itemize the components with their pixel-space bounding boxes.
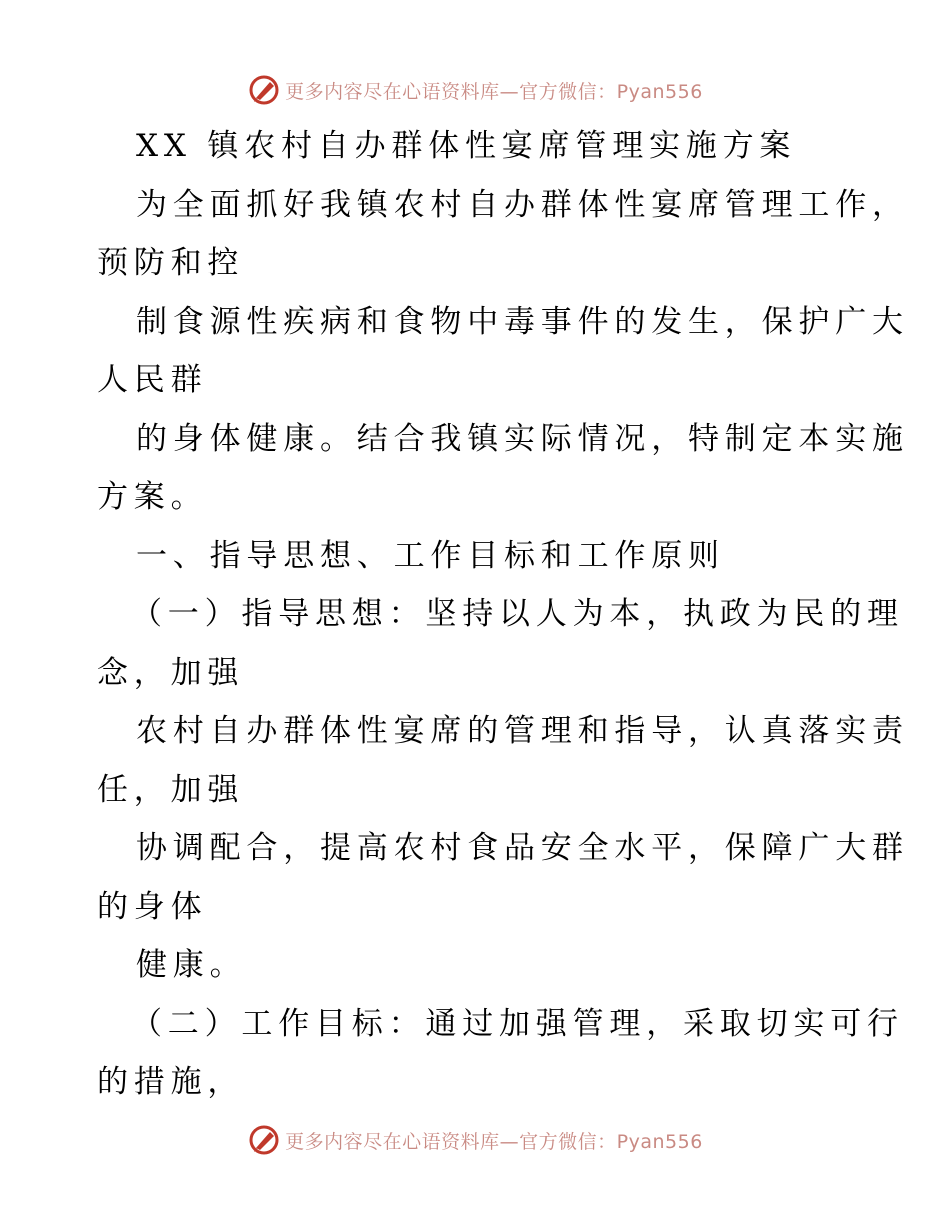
text-line: 的身体 — [97, 889, 208, 925]
header-banner — [0, 70, 950, 110]
subsection-heading: （一）指导思想：坚持以人为本，执政为民的理 — [131, 596, 904, 632]
text-line: 农村自办群体性宴席的管理和指导，认真落实责 — [136, 713, 909, 749]
text-line: 为全面抓好我镇农村自办群体性宴席管理工作， — [136, 187, 909, 223]
text-line: 人民群 — [97, 362, 208, 398]
wechat-id: Pyan556 — [616, 1130, 703, 1153]
subsection-heading: （二）工作目标：通过加强管理，采取切实可行 — [131, 1006, 904, 1042]
text-line: 健康。 — [136, 947, 247, 983]
pen-logo-icon — [247, 73, 281, 107]
text-line: 协调配合，提高农村食品安全水平，保障广大群 — [136, 830, 909, 866]
section-heading: 一、指导思想、工作目标和工作原则 — [136, 538, 725, 574]
text-line: 念，加强 — [97, 655, 245, 691]
text-line: 方案。 — [97, 479, 208, 515]
text-line: 任，加强 — [97, 772, 245, 808]
banner-text: 更多内容尽在心语资料库—官方微信：Pyan556 — [285, 80, 703, 103]
footer-banner — [0, 1120, 950, 1160]
text-line: 的身体健康。结合我镇实际情况，特制定本实施 — [136, 421, 909, 457]
pen-logo-icon — [247, 1123, 281, 1157]
wechat-id: Pyan556 — [616, 80, 703, 103]
text-line: 的措施， — [97, 1064, 245, 1100]
text-line: 制食源性疾病和食物中毒事件的发生，保护广大 — [136, 304, 909, 340]
document-title: XX 镇农村自办群体性宴席管理实施方案 — [136, 128, 797, 164]
banner-text: 更多内容尽在心语资料库—官方微信：Pyan556 — [285, 1130, 703, 1153]
text-line: 预防和控 — [97, 245, 245, 281]
